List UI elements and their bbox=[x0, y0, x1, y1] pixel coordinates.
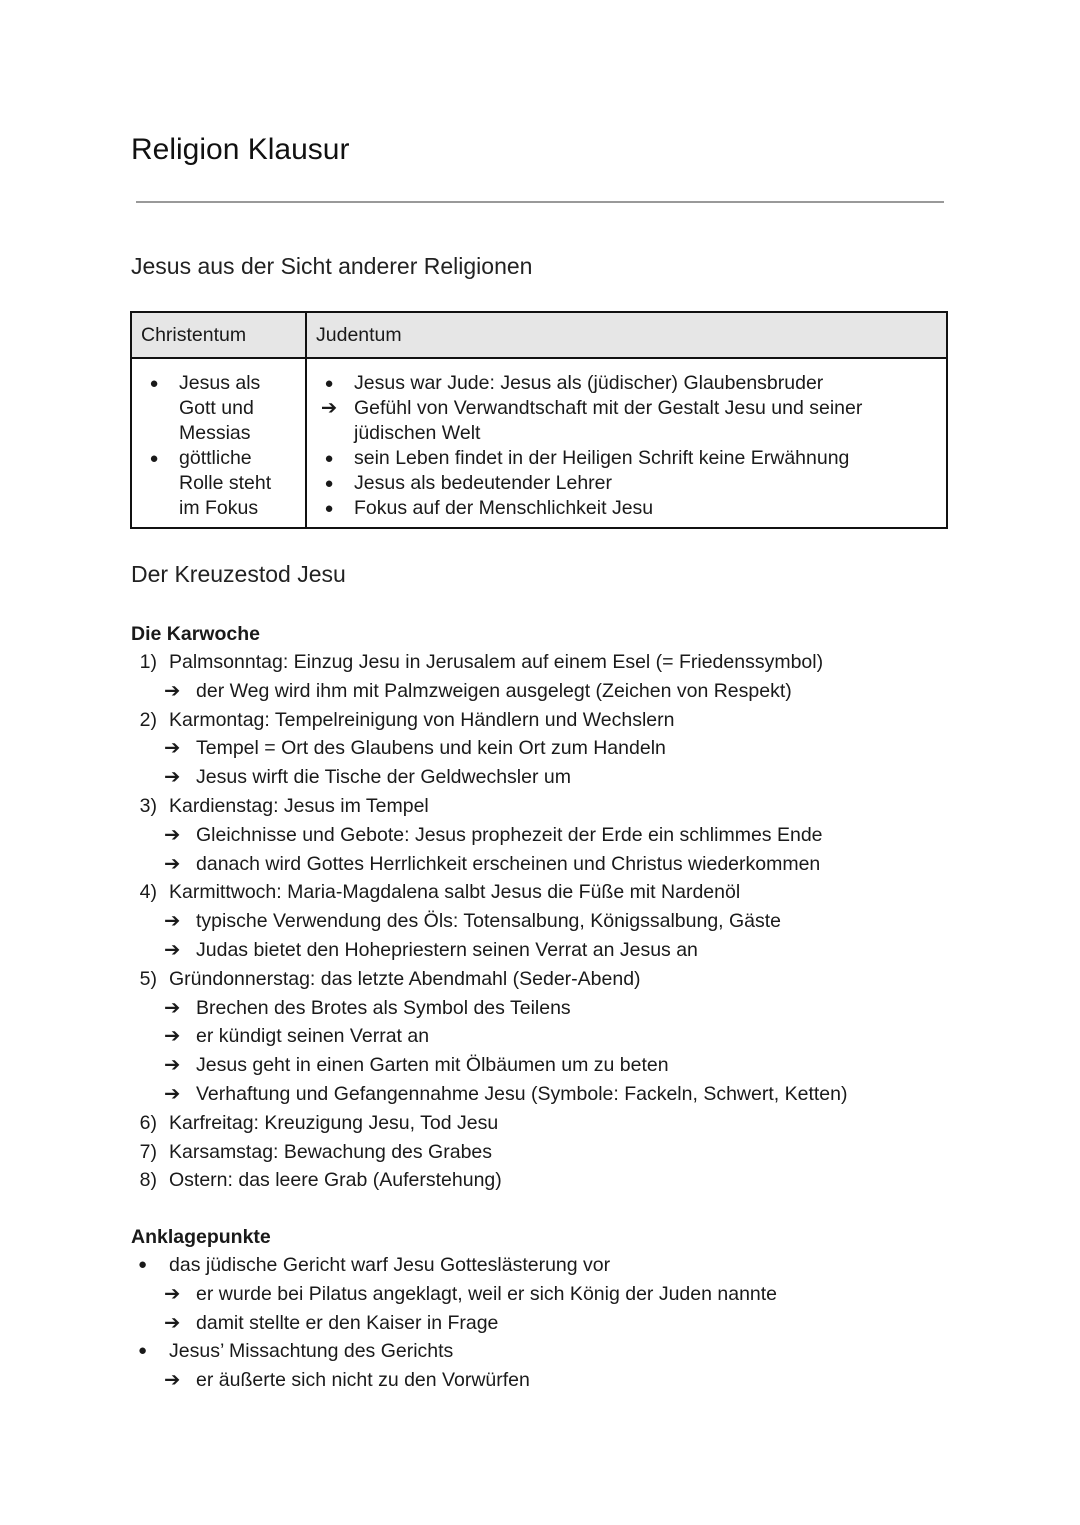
list-item-text: sein Leben findet in der Heiligen Schrift keine Erwähnung bbox=[354, 447, 850, 469]
list-item-text: Tempel = Ort des Glaubens und kein Ort zum Handeln bbox=[196, 737, 666, 760]
arrow-marker: ➔ bbox=[164, 996, 181, 1019]
bullet-marker: ● bbox=[324, 450, 334, 467]
header-christentum: Christentum bbox=[131, 312, 306, 358]
table-header-row bbox=[131, 312, 947, 358]
item-number: 4) bbox=[139, 881, 157, 904]
list-item-text: Jesus als bedeutender Lehrer bbox=[354, 472, 613, 494]
list-item-text: Kardienstag: Jesus im Tempel bbox=[169, 794, 429, 817]
list-item-text: er kündigt seinen Verrat an bbox=[196, 1025, 430, 1048]
list-item-text: Ostern: das leere Grab (Auferstehung) bbox=[169, 1169, 502, 1192]
subheading-karwoche: Die Karwoche bbox=[131, 623, 260, 645]
section-heading-religions: Jesus aus der Sicht anderer Religionen bbox=[131, 253, 533, 279]
list-item-text: Gründonnerstag: das letzte Abendmahl (Seder-Abend) bbox=[169, 967, 641, 990]
cell-christentum bbox=[131, 358, 306, 528]
bullet-marker: ● bbox=[324, 375, 334, 392]
list-item-text: typische Verwendung des Öls: Totensalbung, Königssalbung, Gäste bbox=[196, 910, 782, 933]
bullet-marker: ● bbox=[138, 1342, 148, 1360]
arrow-marker: ➔ bbox=[164, 852, 181, 875]
list-item-text: Fokus auf der Menschlichkeit Jesu bbox=[354, 497, 654, 519]
list-item-text: Palmsonntag: Einzug Jesu in Jerusalem auf einem Esel (= Friedenssymbol) bbox=[169, 651, 824, 673]
list-item bbox=[307, 471, 946, 496]
list-item-text: damit stellte er den Kaiser in Frage bbox=[196, 1311, 499, 1334]
item-number: 7) bbox=[139, 1140, 157, 1163]
list-item-text: göttliche Rolle steht im Fokus bbox=[179, 447, 272, 519]
table-body-row bbox=[131, 358, 947, 528]
arrow-marker: ➔ bbox=[164, 679, 181, 702]
list-item-text: der Weg wird ihm mit Palmzweigen ausgelegt (Zeichen von Respekt) bbox=[196, 679, 792, 702]
christentum-list bbox=[132, 371, 305, 521]
list-item bbox=[132, 446, 305, 521]
arrow-marker: ➔ bbox=[164, 1025, 181, 1048]
arrow-marker: ➔ bbox=[164, 823, 181, 846]
list-item-text: Jesus’ Missachtung des Gerichts bbox=[169, 1340, 454, 1363]
list-item-text: Karfreitag: Kreuzigung Jesu, Tod Jesu bbox=[169, 1111, 499, 1134]
list-item bbox=[307, 396, 946, 446]
list-item-text: Karmontag: Tempelreinigung von Händlern und Wechslern bbox=[169, 708, 675, 731]
arrow-marker: ➔ bbox=[164, 1311, 181, 1334]
list-item-text: das jüdische Gericht warf Jesu Gotteslästerung vor bbox=[169, 1254, 611, 1276]
arrow-marker: ➔ bbox=[320, 397, 338, 419]
list-item-text: er wurde bei Pilatus angeklagt, weil er sich König der Juden nannte bbox=[196, 1282, 778, 1305]
list-item-text: Jesus wirft die Tische der Geldwechsler um bbox=[196, 766, 571, 789]
bullet-marker: ● bbox=[149, 450, 159, 467]
bullet-marker: ● bbox=[138, 1256, 148, 1273]
item-number: 1) bbox=[139, 651, 157, 673]
subheading-anklagepunkte: Anklagepunkte bbox=[131, 1226, 271, 1248]
list-item-text: Gefühl von Verwandtschaft mit der Gestalt Jesu und seiner jüdischen Welt bbox=[354, 397, 863, 444]
item-number: 5) bbox=[139, 967, 157, 990]
arrow-marker: ➔ bbox=[164, 1369, 181, 1392]
item-number: 2) bbox=[139, 708, 157, 731]
arrow-marker: ➔ bbox=[164, 1282, 181, 1305]
judentum-list bbox=[307, 371, 946, 521]
bullet-marker: ● bbox=[324, 475, 334, 492]
arrow-marker: ➔ bbox=[164, 766, 181, 789]
comparison-table bbox=[130, 311, 948, 529]
cell-judentum bbox=[306, 358, 947, 528]
page-title: Religion Klausur bbox=[131, 133, 350, 166]
arrow-marker: ➔ bbox=[164, 737, 181, 760]
list-item-text: Karsamstag: Bewachung des Grabes bbox=[169, 1140, 493, 1163]
item-number: 8) bbox=[139, 1169, 157, 1192]
list-item-text: Brechen des Brotes als Symbol des Teilens bbox=[196, 996, 571, 1019]
list-item bbox=[132, 371, 305, 446]
list-item bbox=[307, 371, 946, 396]
section-heading-kreuzestod: Der Kreuzestod Jesu bbox=[131, 561, 346, 587]
list-item-text: Verhaftung und Gefangennahme Jesu (Symbole: Fackeln, Schwert, Ketten) bbox=[196, 1082, 848, 1105]
bullet-marker: ● bbox=[149, 375, 159, 392]
title-divider bbox=[136, 201, 944, 203]
arrow-marker: ➔ bbox=[164, 938, 181, 961]
bullet-marker: ● bbox=[324, 500, 334, 517]
item-number: 6) bbox=[139, 1111, 157, 1134]
list-item-text: Jesus als Gott und Messias bbox=[179, 372, 261, 444]
list-item-text: Judas bietet den Hohepriestern seinen Verrat an Jesus an bbox=[196, 938, 698, 961]
list-item-text: danach wird Gottes Herrlichkeit erscheinen und Christus wiederkommen bbox=[196, 852, 821, 875]
list-item-text: er äußerte sich nicht zu den Vorwürfen bbox=[196, 1369, 530, 1392]
list-item-text: Jesus war Jude: Jesus als (jüdischer) Glaubensbruder bbox=[354, 372, 824, 394]
item-number: 3) bbox=[139, 794, 157, 817]
list-item-text: Gleichnisse und Gebote: Jesus prophezeit der Erde ein schlimmes Ende bbox=[196, 823, 823, 846]
arrow-marker: ➔ bbox=[164, 1082, 181, 1105]
list-item-text: Jesus geht in einen Garten mit Ölbäumen um zu beten bbox=[196, 1054, 669, 1077]
header-judentum: Judentum bbox=[306, 312, 947, 358]
list-item bbox=[307, 496, 946, 521]
arrow-marker: ➔ bbox=[164, 1054, 181, 1077]
list-item-text: Karmittwoch: Maria-Magdalena salbt Jesus die Füße mit Nardenöl bbox=[169, 881, 741, 904]
arrow-marker: ➔ bbox=[164, 910, 181, 933]
list-item bbox=[307, 446, 946, 471]
